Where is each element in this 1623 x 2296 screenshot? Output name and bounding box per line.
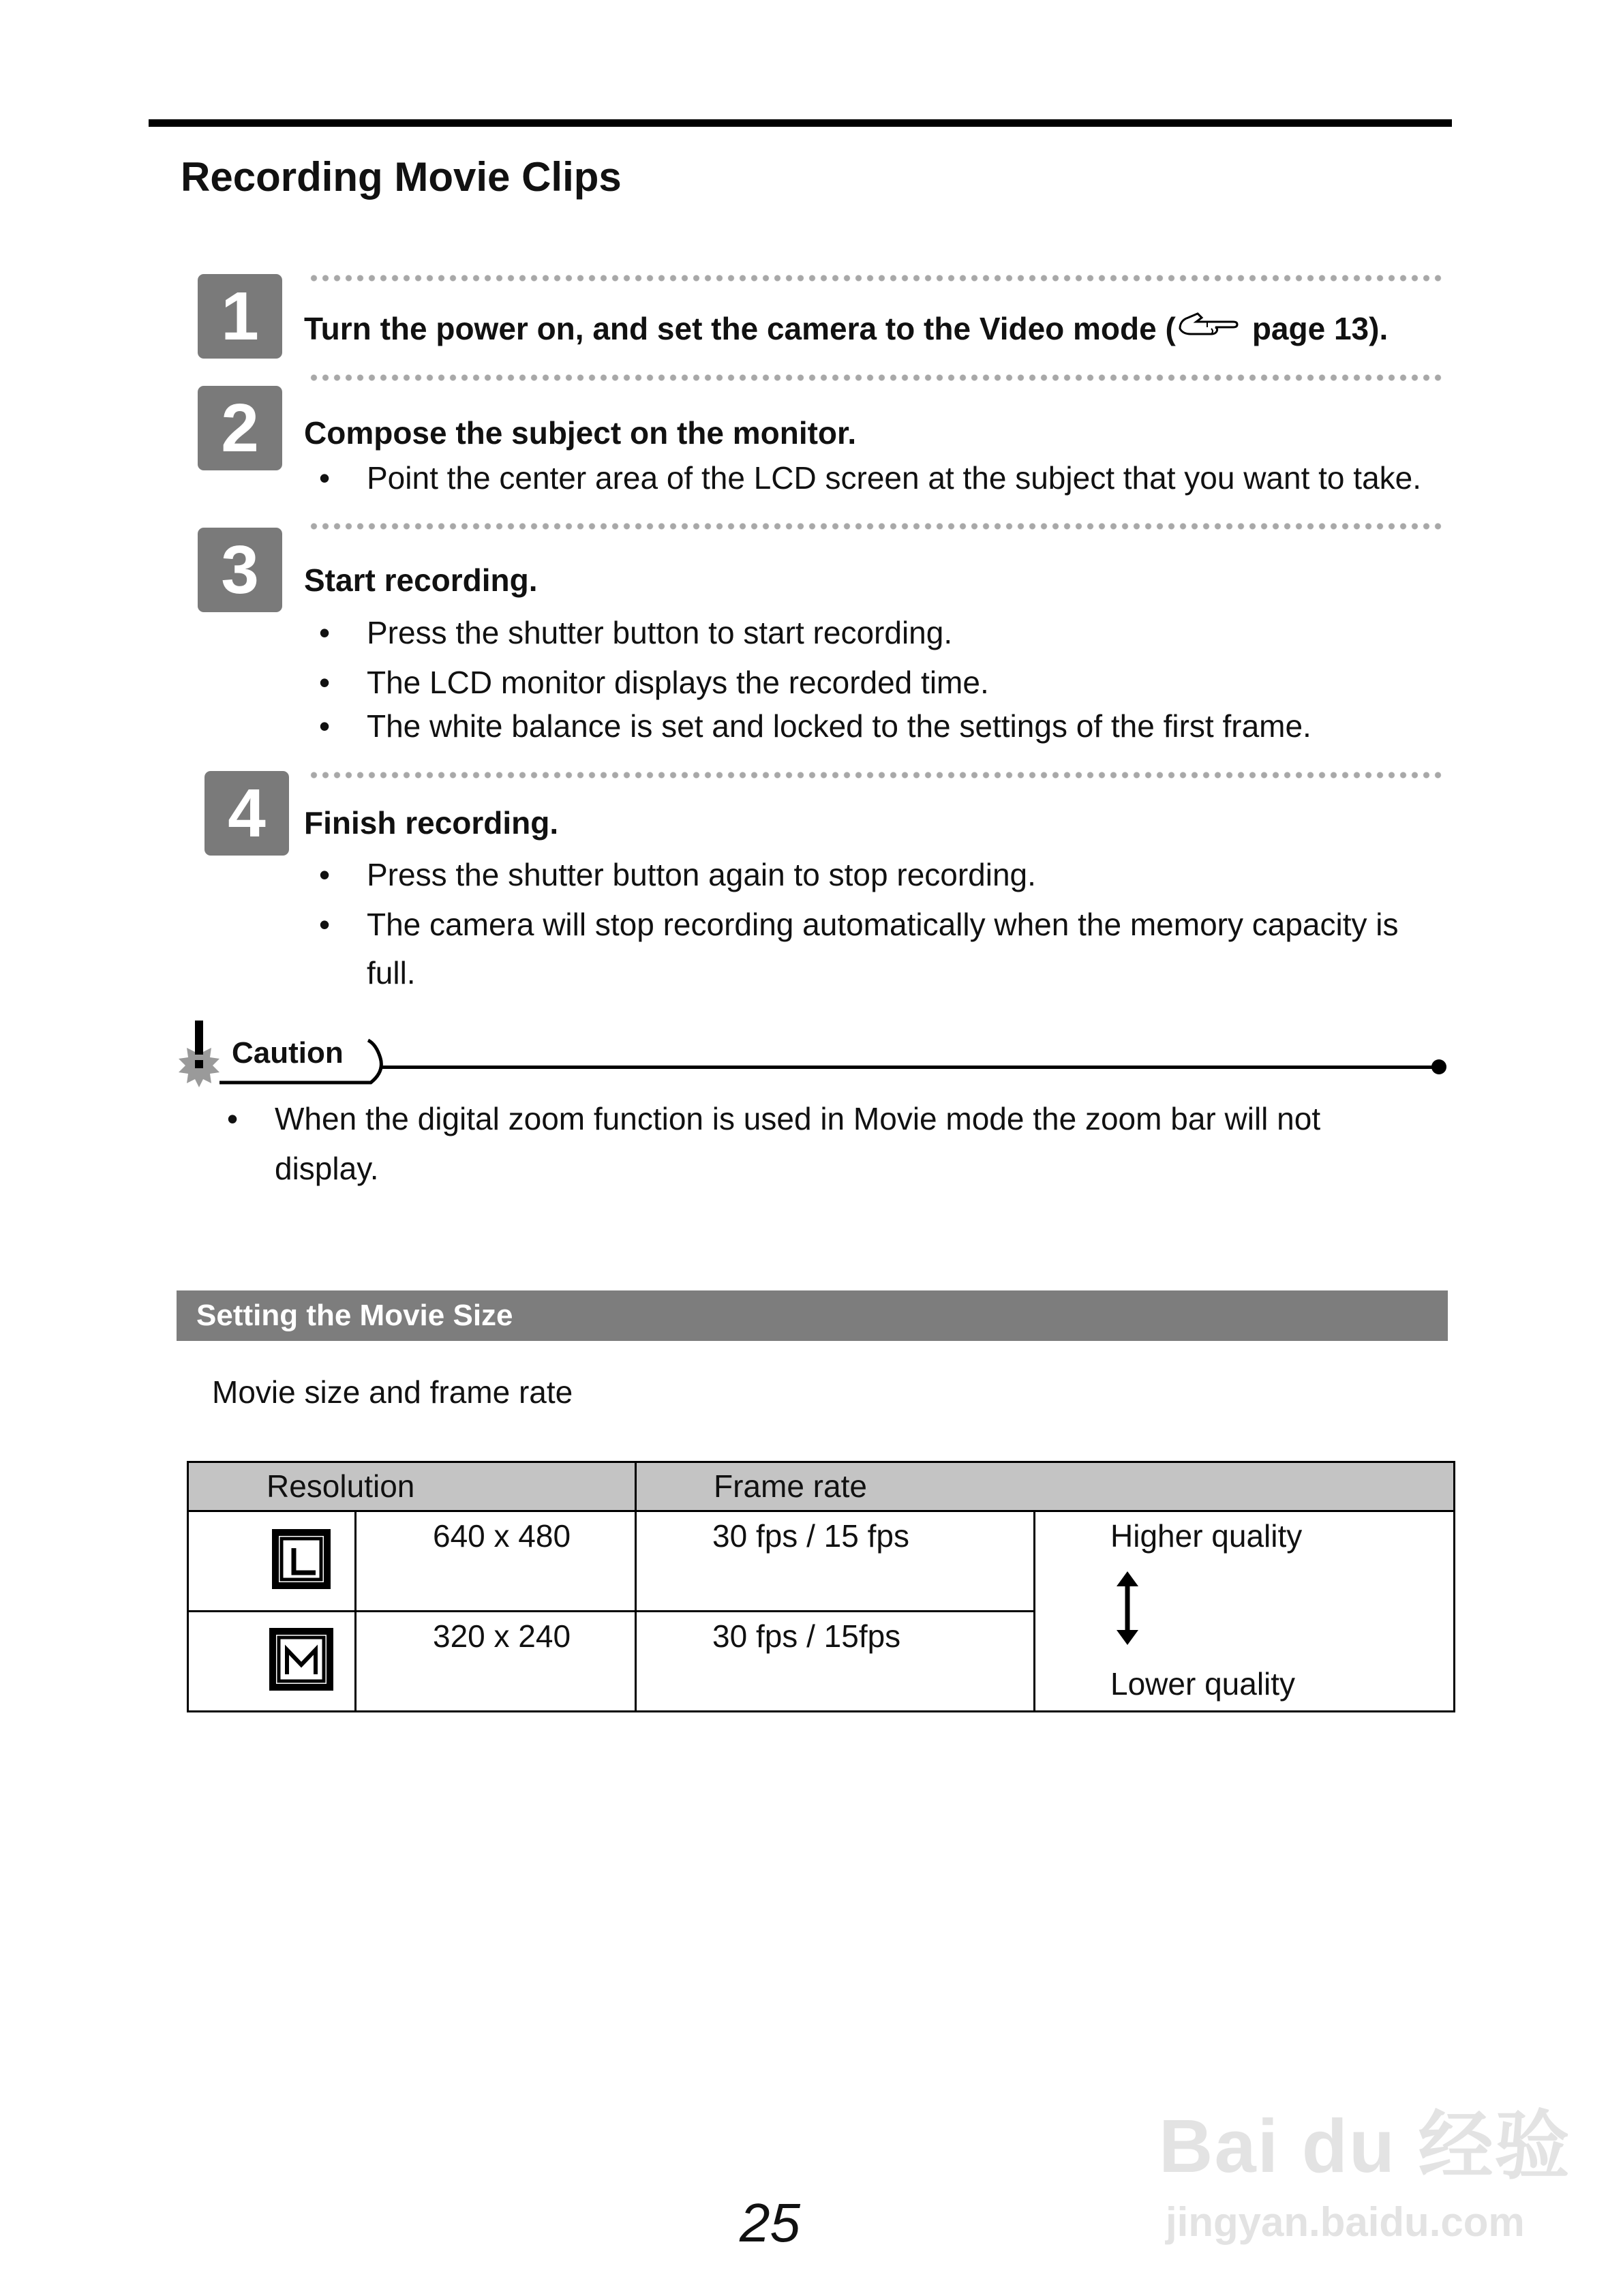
table-border	[1033, 1511, 1035, 1712]
caution-text: When the digital zoom function is used in Movie mode the zoom bar will not	[275, 1101, 1321, 1136]
step-4-bullet: Press the shutter button again to stop recording.	[367, 857, 1036, 892]
page-title: Recording Movie Clips	[181, 154, 622, 200]
section-intro: Movie size and frame rate	[212, 1374, 573, 1410]
resolution-value: 320 x 240	[433, 1618, 571, 1654]
dotted-divider	[308, 275, 1443, 282]
table-border	[354, 1511, 357, 1712]
table-border	[188, 1461, 1455, 1463]
step-1-heading-text: Turn the power on, and set the camera to the Video mode (	[304, 311, 1176, 346]
step-1-badge: 1	[198, 274, 282, 359]
step-1-page-ref: page 13).	[1252, 311, 1389, 346]
bullet-marker: •	[319, 665, 331, 700]
step-3-badge: 3	[198, 528, 282, 612]
caution-rule	[382, 1066, 1440, 1069]
frame-rate-value: 30 fps / 15fps	[712, 1618, 901, 1654]
step-2-badge: 2	[198, 386, 282, 470]
page-number: 25	[740, 2192, 800, 2253]
movie-size-medium-icon	[268, 1627, 335, 1692]
step-2-bullet: Point the center area of the LCD screen at the subject that you want to take.	[367, 460, 1422, 496]
caution-text-continued: display.	[275, 1151, 379, 1186]
caution-rule-end-dot	[1431, 1059, 1446, 1074]
header-frame-rate: Frame rate	[714, 1468, 867, 1504]
caution-bracket	[217, 1038, 387, 1085]
lower-quality-label: Lower quality	[1110, 1666, 1296, 1702]
top-rule	[149, 119, 1452, 127]
baidu-watermark-logo: Bai du 经验	[1159, 2104, 1571, 2188]
step-3-heading: Start recording.	[304, 562, 538, 598]
step-3-bullet: The LCD monitor displays the recorded time.	[367, 665, 989, 700]
dotted-divider	[308, 523, 1443, 530]
bullet-marker: •	[319, 615, 331, 650]
bullet-marker: •	[319, 460, 331, 496]
step-4-bullet: The camera will stop recording automatically when the memory capacity is	[367, 907, 1399, 942]
pointing-hand-icon	[1177, 308, 1243, 341]
bullet-marker: •	[227, 1101, 239, 1136]
step-4-heading: Finish recording.	[304, 805, 559, 841]
frame-rate-value: 30 fps / 15 fps	[712, 1518, 909, 1554]
step-1-heading	[304, 308, 1388, 347]
step-3-bullet: Press the shutter button to start recording.	[367, 615, 953, 650]
resolution-value: 640 x 480	[433, 1518, 571, 1554]
table-border	[188, 1610, 1035, 1612]
bullet-marker: •	[319, 907, 331, 942]
movie-size-large-icon	[271, 1528, 332, 1590]
table-border	[1453, 1461, 1455, 1712]
step-4-bullet-continued: full.	[367, 955, 416, 991]
header-resolution: Resolution	[267, 1468, 415, 1504]
step-3-bullet: The white balance is set and locked to the settings of the first frame.	[367, 708, 1311, 744]
dotted-divider	[308, 374, 1443, 381]
table-border	[187, 1461, 189, 1712]
step-4-badge: 4	[204, 771, 289, 856]
dotted-divider	[308, 772, 1443, 779]
caution-label: Caution	[232, 1036, 344, 1070]
section-title: Setting the Movie Size	[196, 1299, 513, 1332]
table-border	[188, 1710, 1455, 1712]
baidu-watermark-url: jingyan.baidu.com	[1166, 2199, 1525, 2245]
step-2-heading: Compose the subject on the monitor.	[304, 415, 857, 451]
bullet-marker: •	[319, 708, 331, 744]
double-arrow-icon	[1111, 1571, 1144, 1645]
higher-quality-label: Higher quality	[1110, 1518, 1303, 1554]
bullet-marker: •	[319, 857, 331, 892]
table-border	[635, 1461, 637, 1712]
table-border	[188, 1510, 1455, 1512]
